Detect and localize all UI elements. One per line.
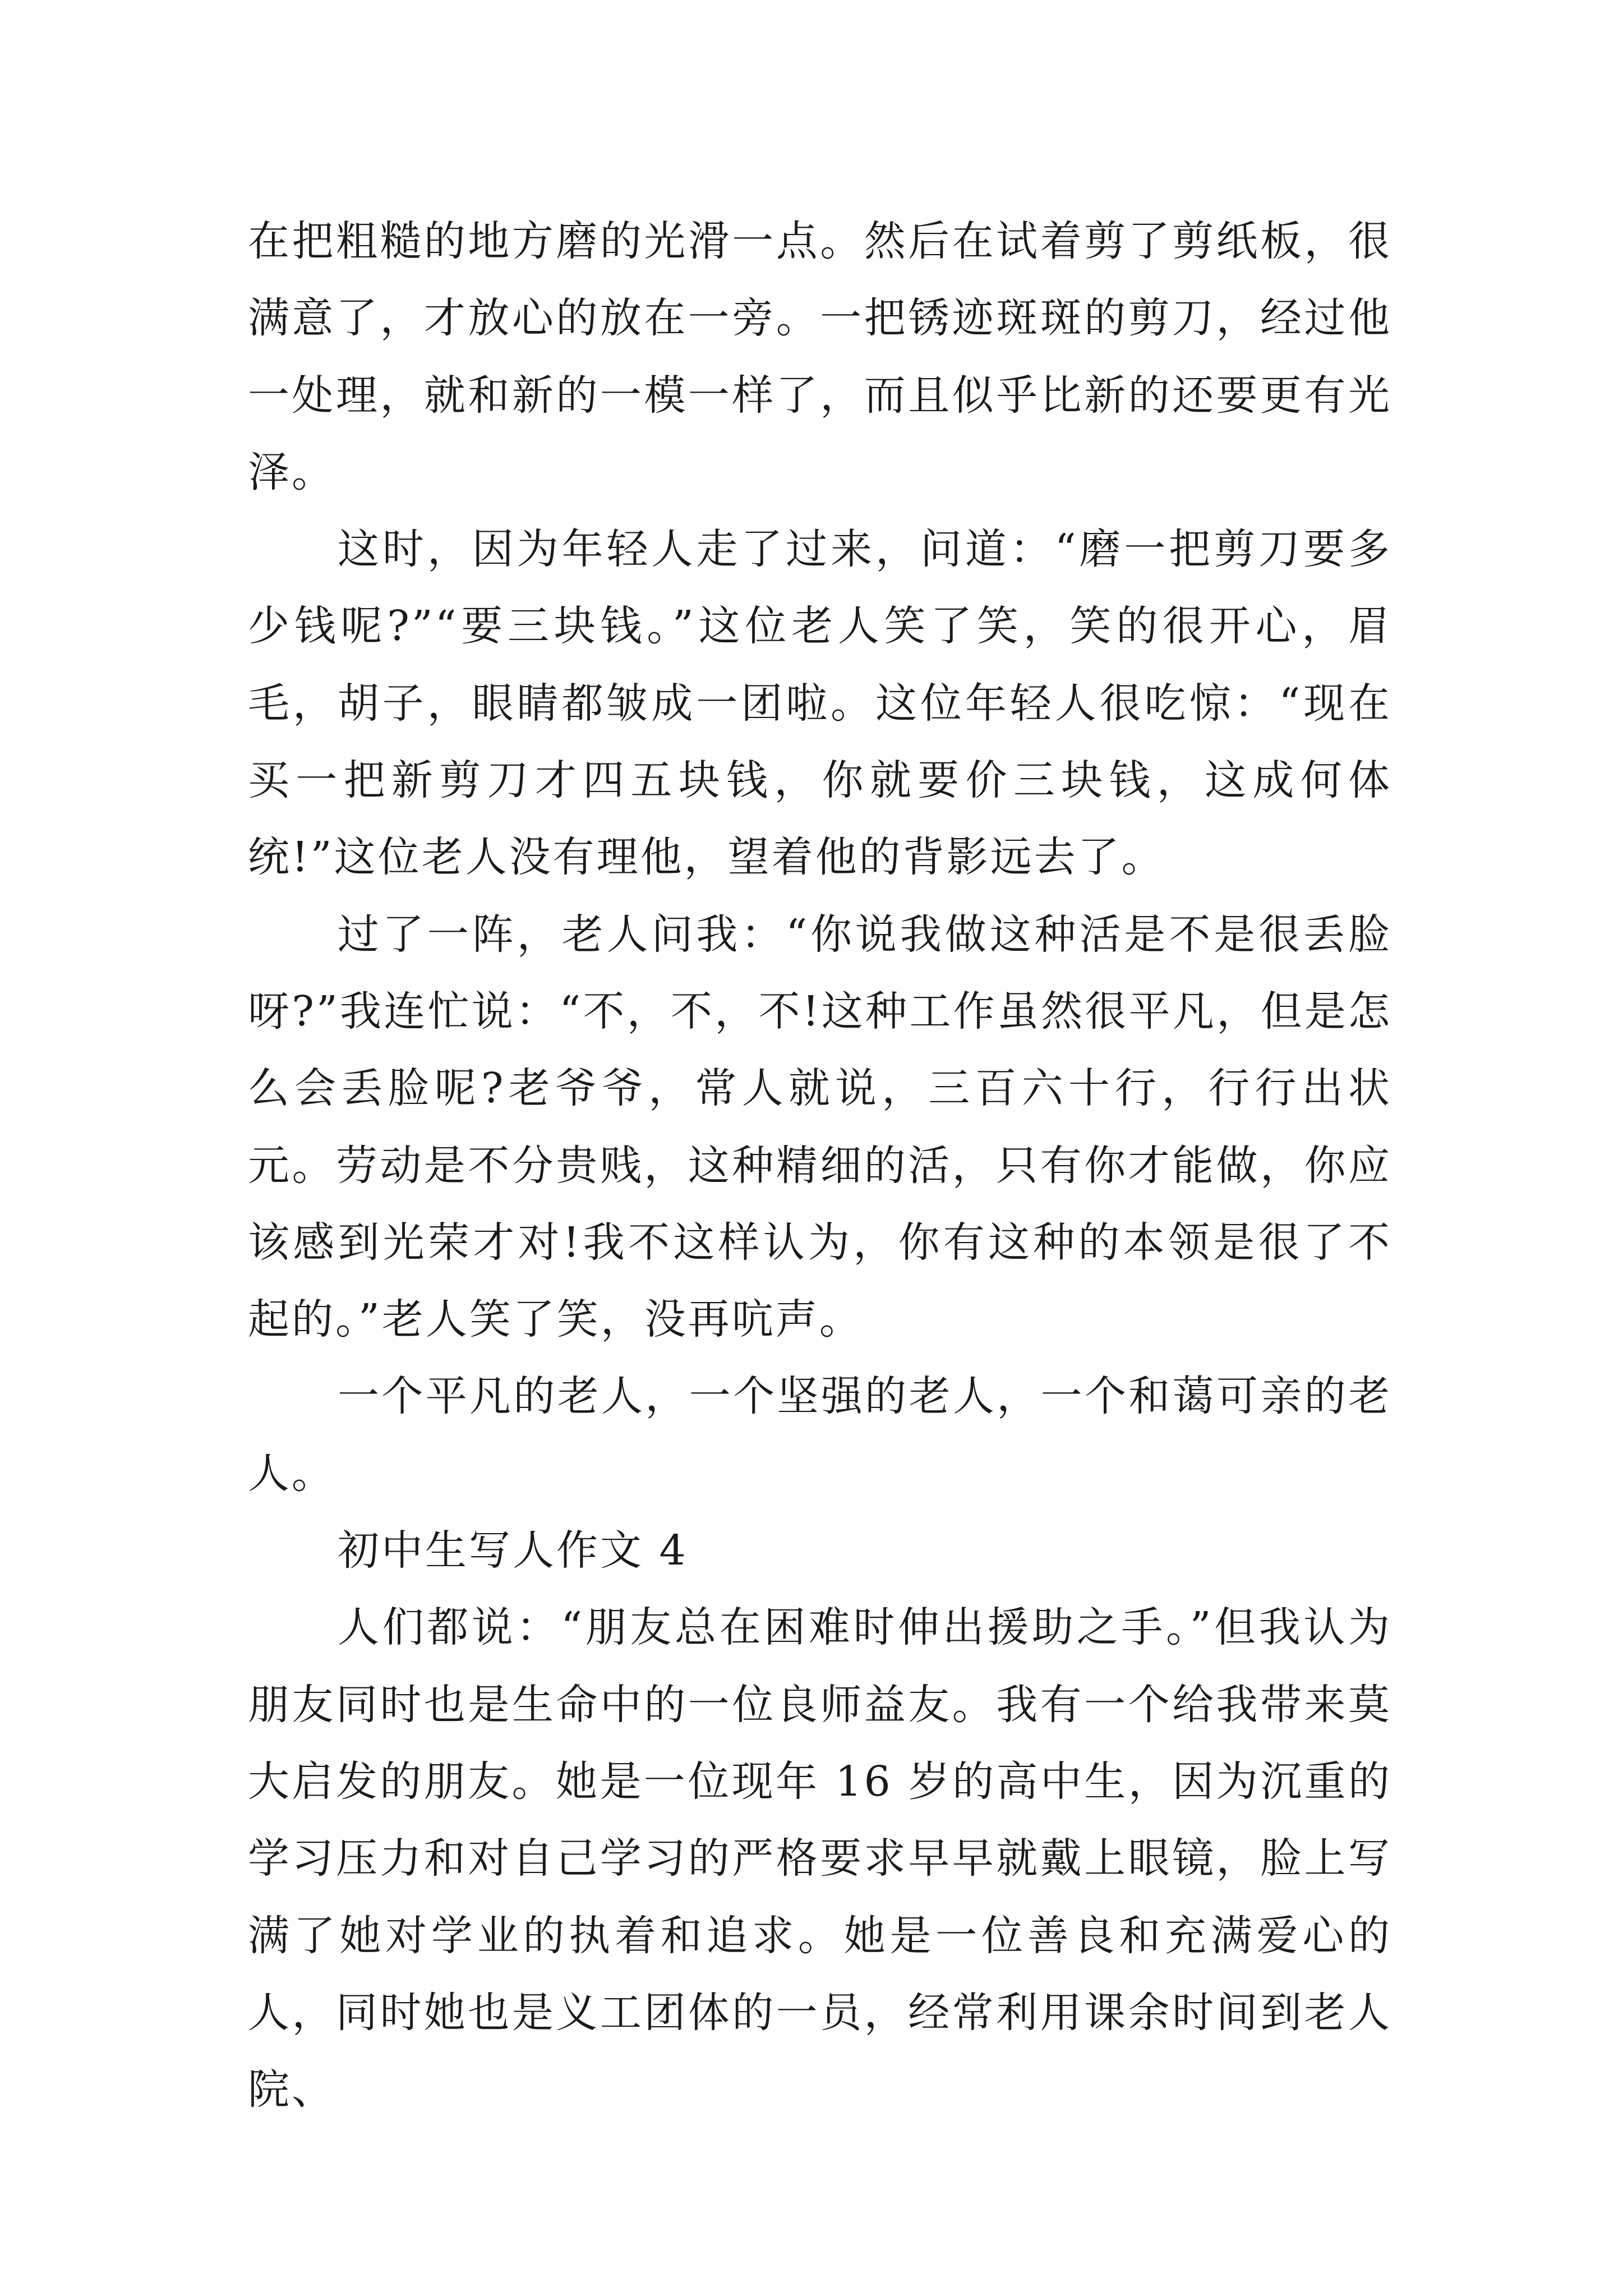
paragraph-continuation: 在把粗糙的地方磨的光滑一点。然后在试着剪了剪纸板，很满意了，才放心的放在一旁。一把锈迹斑斑的剪刀，经过他一处理，就和新的一模一样了，而且似乎比新的还要更有光泽。 — [248, 217, 1392, 496]
paragraph-conclusion: 一个平凡的老人，一个坚强的老人，一个和蔼可亲的老人。 — [248, 1372, 1392, 1498]
body-text — [248, 203, 1392, 2128]
paragraph-friend-intro: 人们都说：“朋友总在困难时伸出援助之手。”但我认为朋友同时也是生命中的一位良师益友。我有一个给我带来莫大启发的朋友。她是一位现年 16 岁的高中生，因为沉重的学习压力和对自己学习的严格要求早早就戴上眼镜，脸上写满了她对学业的执着和追求。她是一位善良和充满爱心的人，同时她也是义工团体的一员，经常利用课余时间到老人院、 — [248, 1603, 1392, 2114]
paragraph-old-man-conversation: 过了一阵，老人问我：“你说我做这种活是不是很丢脸呀?”我连忙说：“不，不，不!这种工作虽然很平凡，但是怎么会丢脸呢?老爷爷，常人就说，三百六十行，行行出状元。劳动是不分贵贱，这种精细的活，只有你才能做，你应该感到光荣才对!我不这样认为，你有这种的本领是很了不起的。”老人笑了笑，没再吭声。 — [248, 910, 1392, 1344]
paragraph-young-man-question: 这时，因为年轻人走了过来，问道：“磨一把剪刀要多少钱呢?”“要三块钱。”这位老人笑了笑，笑的很开心，眉毛，胡子，眼睛都皱成一团啦。这位年轻人很吃惊：“现在买一把新剪刀才四五块钱，你就要价三块钱，这成何体统!”这位老人没有理他，望着他的背影远去了。 — [248, 525, 1392, 882]
section-heading: 初中生写人作文 4 — [338, 1526, 688, 1575]
